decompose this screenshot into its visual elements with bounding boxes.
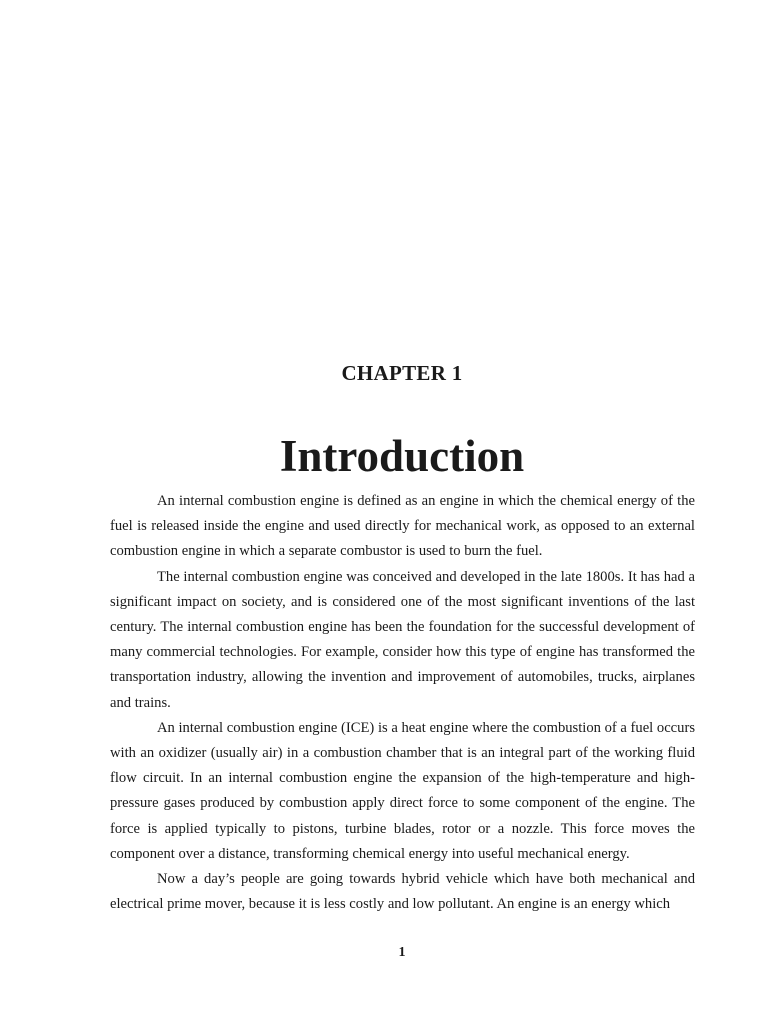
chapter-title: Introduction <box>279 431 525 481</box>
paragraph: The internal combustion engine was conceived and developed in the late 1800s. It has had a significant impact on society, and is considered one of the most significant inventions of the last century. The internal combustion engine has been the foundation for the successful development of many commercial technologies. For example, consider how this type of engine has transformed the transportation industry, allowing the invention and improvement of automobiles, trucks, airplanes and trains. <box>110 568 695 711</box>
paragraph: Now a day’s people are going towards hybrid vehicle which have both mechanical and electrical prime mover, because it is less costly and low pollutant. An engine is an energy which <box>110 871 695 913</box>
paragraph: An internal combustion engine (ICE) is a heat engine where the combustion of a fuel occurs with an oxidizer (usually air) in a combustion chamber that is an integral part of the working fluid flow circuit. In an internal combustion engine the expansion of the high-temperature and high-pressure gases produced by combustion apply direct force to some component of the engine. The force is applied typically to pistons, turbine blades, rotor or a nozzle. This force moves the component over a distance, transforming chemical energy into useful mechanical energy. <box>110 719 695 862</box>
page-number: 1 <box>398 945 406 960</box>
body-text <box>110 489 695 917</box>
paragraph: An internal combustion engine is defined as an engine in which the chemical energy of the fuel is released inside the engine and used directly for mechanical work, as opposed to an external combustion engine in which a separate combustor is used to burn the fuel. <box>110 493 695 560</box>
chapter-label: CHAPTER 1 <box>341 361 463 385</box>
